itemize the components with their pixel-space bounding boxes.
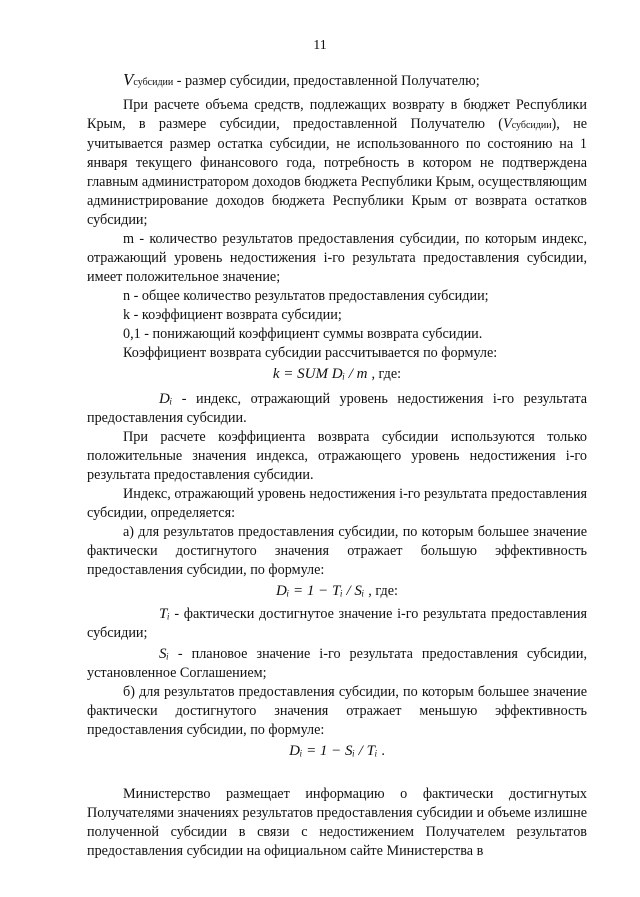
- si-definition: [87, 645, 587, 683]
- formula-b-expression: Dᵢ = 1 − Sᵢ / Tᵢ: [289, 743, 378, 759]
- recovery-text-end: ), не учитывается размер остатка субсидии, не использованного по состоянию на 1 января текущего финансового года, потребность в котором не подтверждена главным администратором доходов бюджета Республики Крым, осуществляющим администрирование доходов бюджета Республики Крым от возврата остатков субсидии;: [87, 116, 587, 228]
- paragraph-index-definition: Индекс, отражающий уровень недостижения i-го результата предоставления субсидии, определяется:: [87, 486, 587, 521]
- paragraph-recovery: [87, 96, 587, 230]
- formula-b: [87, 742, 587, 761]
- paragraph-01: 0,1 - понижающий коэффициент суммы возврата субсидии.: [123, 326, 483, 342]
- ti-symbol: Tᵢ: [159, 606, 170, 622]
- di-symbol: Dᵢ: [159, 391, 173, 407]
- v-subsidy-definition: [87, 70, 587, 92]
- paragraph-a: а) для результатов предоставления субсидии, по которым большее значение фактически достигнутого значения отражает большую эффективность предоставления субсидии, по формуле:: [87, 524, 587, 578]
- paragraph-k: k - коэффициент возврата субсидии;: [123, 307, 342, 323]
- inline-v-subscript: субсидии: [511, 120, 552, 131]
- formula-a-expression: Dᵢ = 1 − Tᵢ / Sᵢ: [276, 583, 365, 599]
- si-definition-text: - плановое значение i-го результата предоставления субсидии, установленное Соглашением;: [87, 646, 587, 681]
- formula-b-suffix: .: [381, 743, 385, 759]
- formula-a-suffix: , где:: [368, 583, 398, 599]
- di-definition-text: - индекс, отражающий уровень недостижения i-го результата предоставления субсидии.: [87, 391, 587, 426]
- di-definition: [87, 390, 587, 428]
- paragraph-m: m - количество результатов предоставления субсидии, по которым индекс, отражающий уровень недостижения i-го результата предоставления субсидии, имеет положительное значение;: [87, 231, 587, 285]
- paragraph-positive: При расчете коэффициента возврата субсидии используются только положительные значения индекса, отражающего уровень недостижения i-го результата предоставления субсидии.: [87, 429, 587, 483]
- document-body: [87, 70, 587, 861]
- paragraph-ministry: Министерство размещает информацию о фактически достигнутых Получателями значениях результатов предоставления субсидии и объеме излишне полученной субсидии в связи с недостижением Получателем результатов предоставления субсидии на официальном сайте Министерства в: [87, 786, 587, 859]
- v-definition-text: - размер субсидии, предоставленной Получателю;: [176, 73, 480, 89]
- formula-a: [87, 582, 587, 601]
- formula-k: [87, 365, 587, 384]
- paragraph-gap: [87, 763, 587, 785]
- si-symbol: Sᵢ: [159, 646, 169, 662]
- page-number: 11: [313, 38, 327, 53]
- recovery-text-start: При расчете объема средств, подлежащих возврату в бюджет Республики Крым, в размере субсидии, предоставленной Получателю (: [87, 97, 587, 132]
- v-subscript: субсидии: [133, 77, 174, 88]
- paragraph-b: б) для результатов предоставления субсидии, по которым большее значение фактически достигнутого значения отражает меньшую эффективность предоставления субсидии, по формуле:: [87, 684, 587, 738]
- inline-v-symbol: V: [503, 116, 512, 132]
- formula-k-suffix: , где:: [371, 366, 402, 382]
- formula-k-expression: k = SUM Dᵢ / m: [272, 366, 368, 382]
- v-symbol: V: [123, 70, 134, 89]
- ti-definition-text: - фактически достигнутое значение i-го результата предоставления субсидии;: [87, 606, 588, 641]
- paragraph-coef-intro: Коэффициент возврата субсидии рассчитывается по формуле:: [123, 345, 498, 361]
- ti-definition: [87, 605, 587, 643]
- paragraph-n: n - общее количество результатов предоставления субсидии;: [123, 288, 489, 304]
